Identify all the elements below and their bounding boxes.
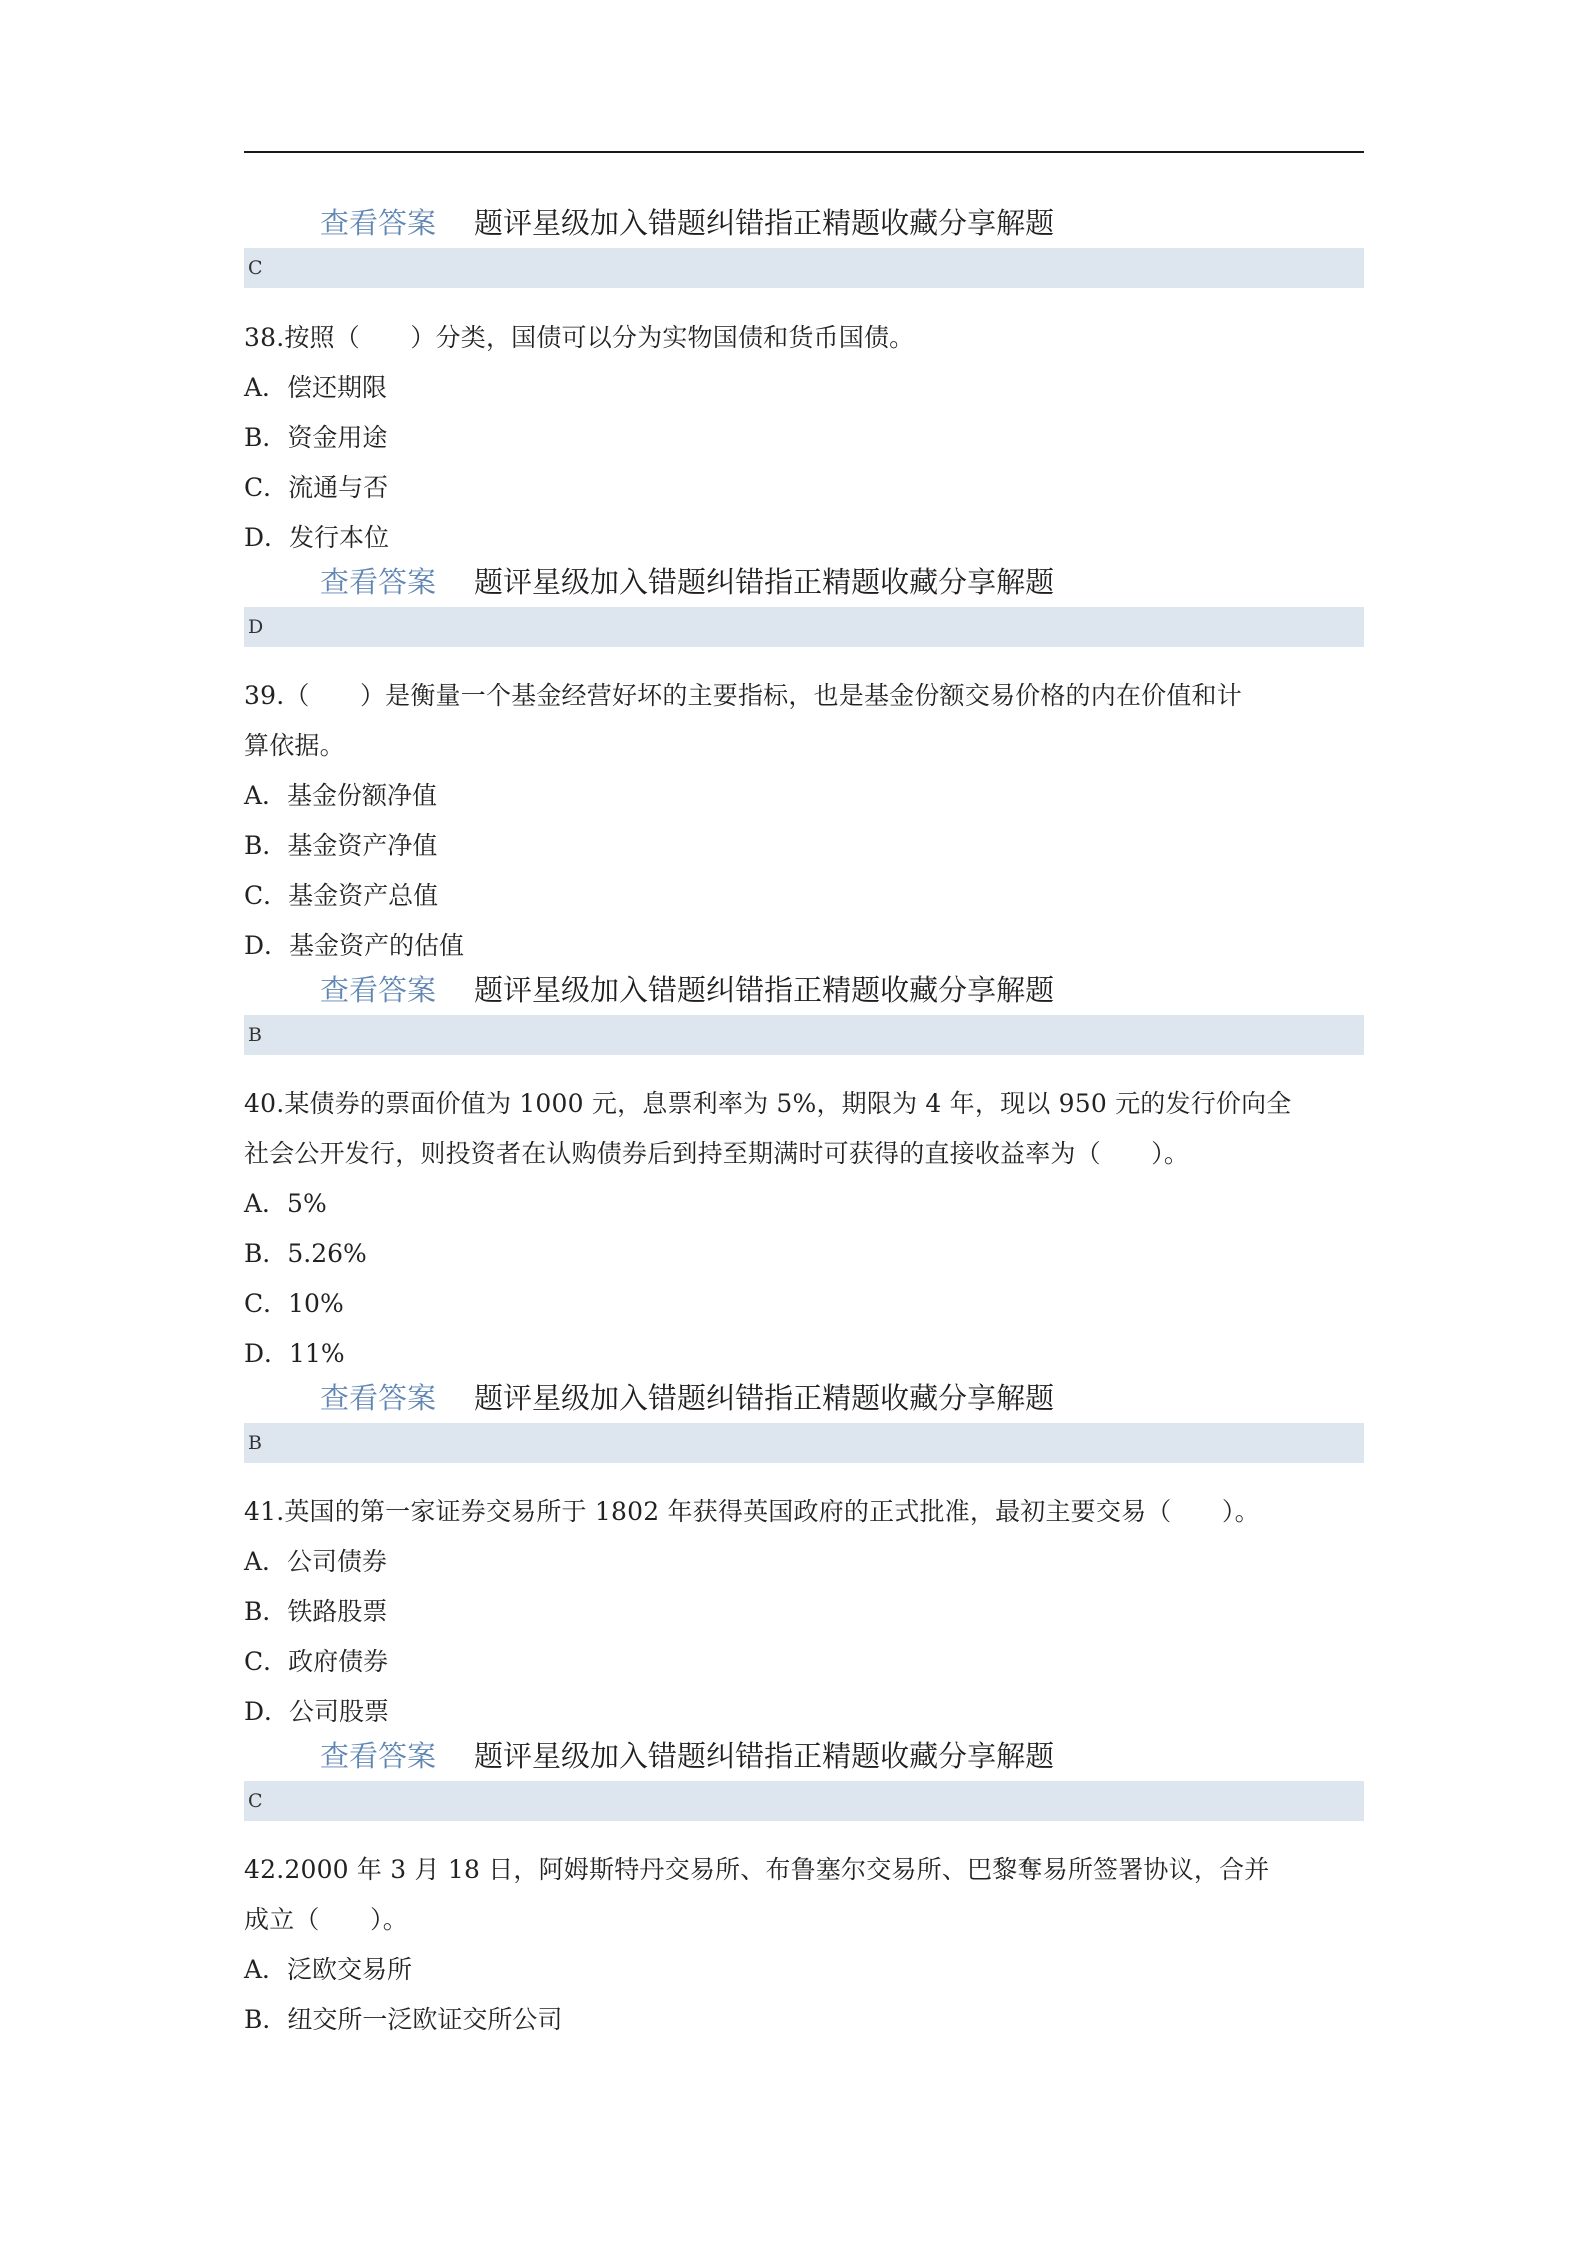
add-to-wrong-link[interactable]: 加入错题 [590,1381,707,1415]
option-a[interactable]: A．偿还期限 [244,373,388,402]
star-rating-link[interactable]: 星级 [532,1739,591,1773]
correct-link[interactable]: 指正 [764,1739,823,1773]
report-error-link[interactable]: 纠错 [706,1381,765,1415]
correct-link[interactable]: 指正 [764,206,823,240]
option-b[interactable]: B．5.26% [244,1239,367,1268]
share-link[interactable]: 分享 [938,973,997,1007]
answer-toolbar [320,1378,1054,1418]
star-rating-link[interactable]: 星级 [532,565,591,599]
report-error-link[interactable]: 纠错 [706,565,765,599]
answer-toolbar [320,1736,1054,1776]
add-to-wrong-link[interactable]: 加入错题 [590,206,707,240]
solve-link[interactable]: 解题 [996,206,1055,240]
share-link[interactable]: 分享 [938,1739,997,1773]
answer-toolbar [320,562,1054,602]
star-rating-link[interactable]: 星级 [532,973,591,1007]
solve-link[interactable]: 解题 [996,565,1055,599]
solve-link[interactable]: 解题 [996,1381,1055,1415]
question-text: 41.英国的第一家证券交易所于 1802 年获得英国政府的正式批准，最初主要交易（ ）。 [244,1497,1260,1526]
header-rule [244,151,1364,153]
option-a[interactable]: A．公司债券 [244,1547,388,1576]
add-to-wrong-link[interactable]: 加入错题 [590,565,707,599]
question-text: 38.按照（ ）分类，国债可以分为实物国债和货币国债。 [244,323,915,352]
favorite-link[interactable]: 精题收藏 [822,206,939,240]
correct-link[interactable]: 指正 [764,565,823,599]
option-c[interactable]: C．10% [244,1289,344,1318]
view-answer-link[interactable]: 查看答案 [320,565,437,599]
option-a[interactable]: A．基金份额净值 [244,781,438,810]
question-text-cont: 社会公开发行，则投资者在认购债券后到持至期满时可获得的直接收益率为（ ）。 [244,1139,1190,1168]
favorite-link[interactable]: 精题收藏 [822,565,939,599]
option-d[interactable]: D．公司股票 [244,1697,390,1726]
answer-toolbar [320,203,1054,243]
question-text: 40.某债券的票面价值为 1000 元，息票利率为 5%，期限为 4 年，现以 950 元的发行价向全 [244,1089,1292,1118]
star-rating-link[interactable]: 星级 [532,206,591,240]
correct-link[interactable]: 指正 [764,973,823,1007]
answer-bar: B [244,1423,1364,1463]
option-b[interactable]: B．铁路股票 [244,1597,388,1626]
rate-link[interactable]: 题评 [474,206,533,240]
solve-link[interactable]: 解题 [996,973,1055,1007]
view-answer-link[interactable]: 查看答案 [320,206,437,240]
question-text: 42.2000 年 3 月 18 日，阿姆斯特丹交易所、布鲁塞尔交易所、巴黎奪易所签署协议，合并 [244,1855,1270,1884]
answer-bar: C [244,248,1364,288]
option-b[interactable]: B．纽交所一泛欧证交所公司 [244,2005,563,2034]
view-answer-link[interactable]: 查看答案 [320,1381,437,1415]
rate-link[interactable]: 题评 [474,565,533,599]
view-answer-link[interactable]: 查看答案 [320,1739,437,1773]
rate-link[interactable]: 题评 [474,973,533,1007]
question-text: 39.（ ）是衡量一个基金经营好坏的主要指标，也是基金份额交易价格的内在价值和计 [244,681,1242,710]
share-link[interactable]: 分享 [938,1381,997,1415]
star-rating-link[interactable]: 星级 [532,1381,591,1415]
option-d[interactable]: D．发行本位 [244,523,390,552]
report-error-link[interactable]: 纠错 [706,973,765,1007]
option-a[interactable]: A．5% [244,1189,327,1218]
answer-toolbar [320,970,1054,1010]
view-answer-link[interactable]: 查看答案 [320,973,437,1007]
favorite-link[interactable]: 精题收藏 [822,1739,939,1773]
option-b[interactable]: B．资金用途 [244,423,388,452]
add-to-wrong-link[interactable]: 加入错题 [590,1739,707,1773]
favorite-link[interactable]: 精题收藏 [822,1381,939,1415]
rate-link[interactable]: 题评 [474,1381,533,1415]
answer-bar: C [244,1781,1364,1821]
solve-link[interactable]: 解题 [996,1739,1055,1773]
answer-bar: B [244,1015,1364,1055]
favorite-link[interactable]: 精题收藏 [822,973,939,1007]
report-error-link[interactable]: 纠错 [706,1739,765,1773]
option-b[interactable]: B．基金资产净值 [244,831,438,860]
report-error-link[interactable]: 纠错 [706,206,765,240]
share-link[interactable]: 分享 [938,565,997,599]
add-to-wrong-link[interactable]: 加入错题 [590,973,707,1007]
option-c[interactable]: C．政府债券 [244,1647,389,1676]
question-text-cont: 成立（ ）。 [244,1905,408,1934]
answer-bar: D [244,607,1364,647]
option-a[interactable]: A．泛欧交易所 [244,1955,413,1984]
question-text-cont: 算依据。 [244,731,345,760]
correct-link[interactable]: 指正 [764,1381,823,1415]
option-d[interactable]: D．基金资产的估值 [244,931,465,960]
rate-link[interactable]: 题评 [474,1739,533,1773]
option-d[interactable]: D．11% [244,1339,345,1368]
option-c[interactable]: C．基金资产总值 [244,881,439,910]
share-link[interactable]: 分享 [938,206,997,240]
option-c[interactable]: C．流通与否 [244,473,389,502]
